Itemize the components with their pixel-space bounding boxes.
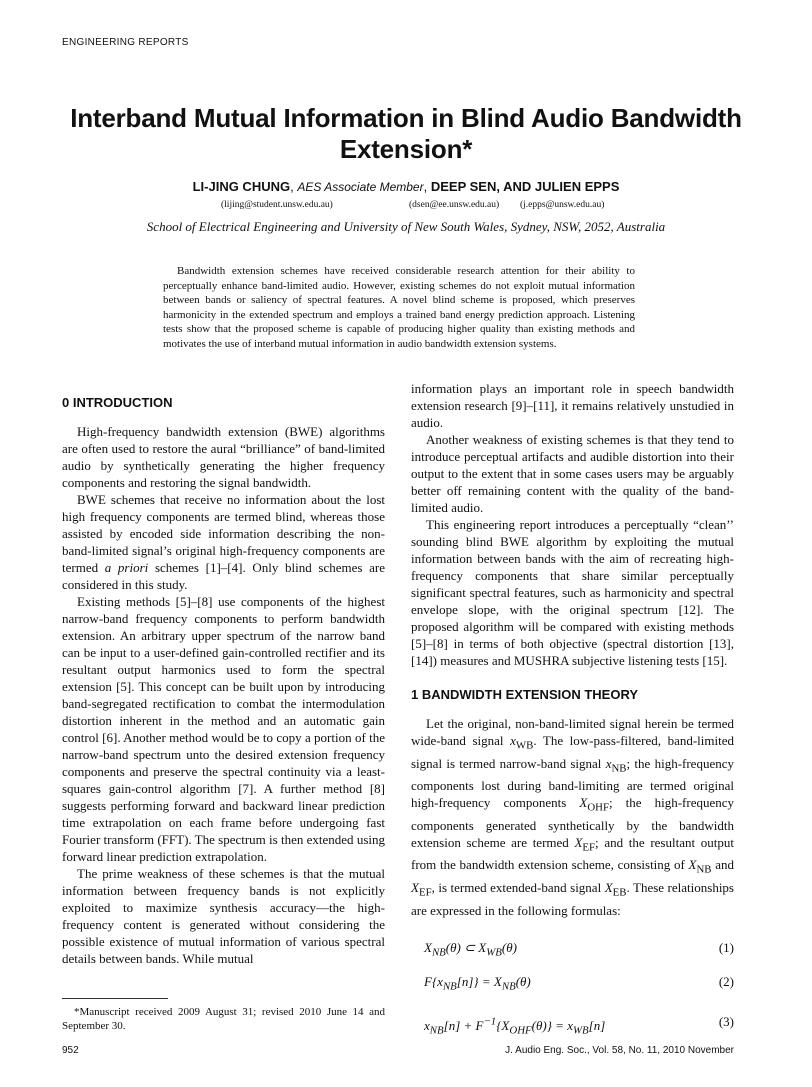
math-symbol: X: [411, 879, 419, 895]
text-run: . The low-pass-filtered, band-limited signal is termed narrow-band signal: [411, 733, 735, 771]
text-run: . These relationships are expressed in the following formulas:: [411, 879, 734, 918]
paragraph: High-frequency bandwidth extension (BWE) algorithms are often used to restore the aural “brilliance” of band-limited audio by synthetically generating the higher frequency components and restoring the signal bandwidth.: [62, 424, 385, 490]
right-column: [411, 380, 734, 919]
section-heading: 1 BANDWIDTH EXTENSION THEORY: [411, 687, 639, 702]
author-email: (dsen@ee.unsw.edu.au): [409, 200, 500, 210]
footnote-rule: [62, 998, 168, 999]
text-run: , is termed extended-band signal: [431, 879, 605, 895]
footnote: *Manuscript received 2009 August 31; revised 2010 June 14 and September 30.: [62, 1006, 385, 1032]
paragraph: [62, 491, 385, 593]
math-symbol: X: [688, 857, 697, 873]
paragraph: [411, 715, 734, 919]
equation-3: [424, 1012, 734, 1037]
text-run: ; and the resultant output from the bandwidth extension scheme, consisting of: [411, 834, 734, 873]
equation-expression: $x_{NB}[n] + F^{-1}\{X_{OHF}(\theta)\} = x_{WB}[n]$: [424, 1016, 606, 1037]
text-run: BWE schemes that receive no information about the lost high frequency components are termed blind, whereas those assisted by encoded side information describing the non-band-limited signal’s original high-frequency components are termed: [62, 492, 385, 575]
equation-2: [424, 972, 734, 992]
math-symbol: X: [604, 879, 613, 895]
page-number: 952: [62, 1045, 79, 1056]
math-subscript: OHF: [587, 801, 609, 814]
paragraph: This engineering report introduces a perceptually “clean’’ sounding blind BWE algorithm by exploiting the mutual information between bands with the aim of recreating high-frequency components that share similar perceptually significant spectral features, such as harmonicity and spectral envelope slope, with the original spectrum [12]. The proposed algorithm will be compared with existing methods [5]–[8] in terms of both objective (spectral distortion [13], [14]) measures and MUSHRA subjective listening tests [15].: [411, 517, 734, 668]
text-run: schemes [1]–[4]. Only blind schemes are considered in this study.: [62, 560, 386, 592]
text-run: Let the original, non-band-limited signal herein be termed wide-band signal: [411, 716, 734, 748]
author-email: (lijing@student.unsw.edu.au): [221, 200, 333, 210]
equation-number: (1): [718, 940, 734, 955]
math-subscript: EF: [418, 886, 432, 899]
emphasis: a priori: [104, 560, 149, 575]
paper-title: Interband Mutual Information in Blind Audio Bandwidth Extension*: [70, 103, 742, 164]
math-subscript: NB: [611, 762, 627, 775]
equation-number: (2): [718, 974, 734, 989]
equation-number: (3): [718, 1014, 734, 1029]
math-symbol: X: [579, 795, 588, 811]
section-heading: 0 INTRODUCTION: [62, 395, 173, 410]
paragraph: Existing methods [5]–[8] use components of the highest narrow-band frequency components to perform bandwidth extension. An arbitrary upper spectrum of the narrow band can be input to a user-defined gain-controlled rectifier and its resultant output harmonics used to form the spectral extension [5]. This concept can be built upon by introducing band-segregated rectification to combat the intermodulation distortion inherent in the method and an automatic gain control [6]. Another method would be to copy a portion of the narrow-band spectrum unto the desired extension frequency components and preserve the spectral continuity via a least-squares gain-control algorithm [7]. A further method [8] suggests performing forward and backward linear prediction time extrapolation on each frame before undergoing fast Fourier transform (FFT). The spectrum is then extended using forward linear prediction extrapolation.: [62, 594, 385, 864]
affiliation: School of Electrical Engineering and University of New South Wales, Sydney, NSW, 2052, Australia: [146, 219, 666, 234]
section-tag: ENGINEERING REPORTS: [62, 37, 189, 48]
math-symbol: X: [574, 834, 583, 850]
author-name: LI-JING CHUNG: [192, 179, 291, 194]
equation-expression: $X_{NB}(\theta)$ ⊂ $X_{WB}(\theta)$: [424, 940, 517, 959]
paragraph: information plays an important role in speech bandwidth extension research [9]–[11], it remains relatively unstudied in audio.: [411, 381, 734, 430]
text-run: ; the high-frequency components lost during band-limiting are termed original high-frequency components: [411, 755, 734, 811]
author-line: LI-JING CHUNG, AES Associate Member, DEEP SEN, AND JULIEN EPPS: [192, 179, 620, 194]
math-subscript: EB: [612, 886, 627, 899]
abstract: Bandwidth extension schemes have received considerable research attention for their ability to perceptually enhance band-limited audio. However, existing schemes do not exploit mutual information between bands or saliency of spectral features. A novel blind scheme is proposed, which preserves harmonicity in the extended spectrum and employs a trained band energy prediction approach. Listening tests show that the proposed scheme is capable of producing higher quality than existing methods and motivates the use of interband mutual information in audio bandwidth extension systems.: [163, 265, 635, 350]
coauthors-names: DEEP SEN, AND JULIEN EPPS: [430, 179, 620, 194]
math-subscript: WB: [515, 739, 534, 752]
paragraph: The prime weakness of these schemes is that the mutual information between frequency bands is not explicitly exploited to maximize synthesis accuracy—the high-frequency content is generated without considering the possible existence of mutual information of various spectral details between bands. While mutual: [62, 866, 385, 966]
equation-expression: $F\{x_{NB}[n]\} = X_{NB}(\theta)$: [424, 974, 531, 993]
text-run: and: [711, 857, 734, 873]
math-subscript: NB: [696, 863, 712, 876]
math-symbol: x: [605, 755, 612, 771]
math-subscript: EF: [582, 841, 596, 854]
membership-note: AES Associate Member: [297, 180, 424, 194]
paragraph: Another weakness of existing schemes is that they tend to introduce perceptual artifacts and audible distortion into their output to the extent that in some cases users may be arguably better off remaining content with the quality of the band-limited audio.: [411, 432, 734, 515]
left-column: [62, 394, 385, 967]
journal-citation: J. Audio Eng. Soc., Vol. 58, No. 11, 2010 November: [505, 1045, 734, 1056]
author-email: (j.epps@unsw.edu.au): [520, 200, 605, 210]
text-run: ; the high-frequency components generated synthetically by the bandwidth extension scheme are termed: [411, 795, 735, 850]
equation-1: [424, 938, 734, 958]
math-symbol: x: [510, 733, 516, 748]
